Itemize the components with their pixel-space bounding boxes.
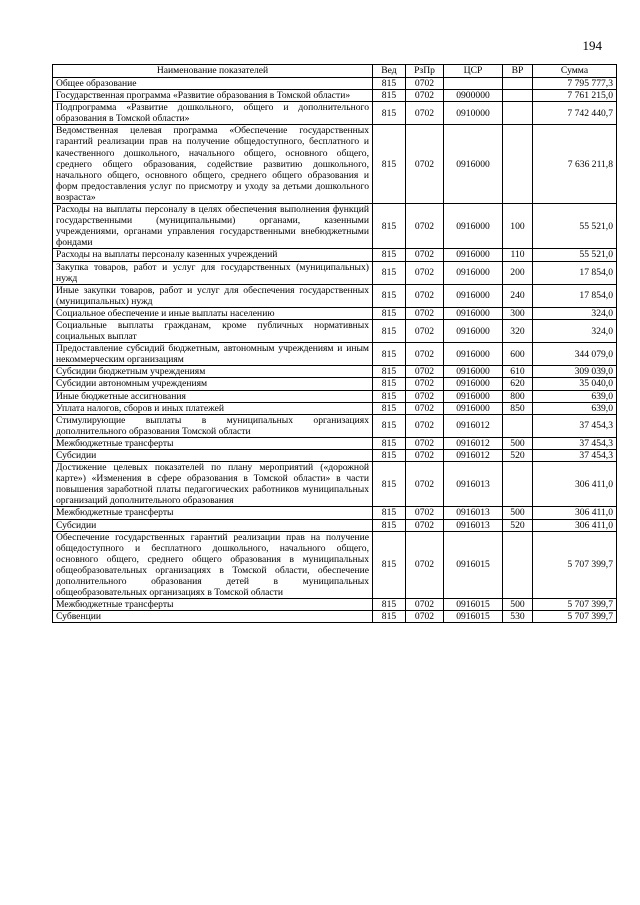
table-row [53,390,617,402]
table-row [53,378,617,390]
cell-csr: 0916012 [444,414,503,437]
cell-vr [503,531,533,599]
cell-rzpr: 0702 [406,204,444,249]
cell-sum: 7 761 215,0 [533,90,617,102]
cell-csr: 0916012 [444,450,503,462]
cell-csr: 0916013 [444,519,503,531]
table-row [53,78,617,90]
cell-ved: 815 [373,249,406,261]
header-ved: Вед [373,65,406,78]
cell-vr: 520 [503,519,533,531]
cell-ved: 815 [373,125,406,204]
cell-rzpr: 0702 [406,78,444,90]
cell-vr: 520 [503,450,533,462]
cell-ved: 815 [373,507,406,519]
header-rzpr: РзПр [406,65,444,78]
cell-vr: 240 [503,284,533,307]
cell-name: Межбюджетные трансферты [53,599,373,611]
cell-rzpr: 0702 [406,378,444,390]
cell-csr: 0916012 [444,437,503,449]
cell-sum: 639,0 [533,390,617,402]
table-row [53,204,617,249]
cell-rzpr: 0702 [406,402,444,414]
cell-csr: 0916000 [444,307,503,319]
cell-csr: 0916000 [444,261,503,284]
cell-rzpr: 0702 [406,307,444,319]
cell-csr: 0916000 [444,319,503,342]
table-row [53,249,617,261]
cell-name: Субсидии автономным учреждениям [53,378,373,390]
cell-rzpr: 0702 [406,102,444,125]
cell-csr: 0900000 [444,90,503,102]
table-row [53,414,617,437]
cell-rzpr: 0702 [406,249,444,261]
table-row [53,343,617,366]
table-row [53,531,617,599]
cell-ved: 815 [373,343,406,366]
cell-ved: 815 [373,519,406,531]
table-row [53,507,617,519]
cell-csr: 0916013 [444,462,503,507]
cell-name: Стимулирующие выплаты в муниципальных организациях дополнительного образования Томской области [53,414,373,437]
cell-rzpr: 0702 [406,284,444,307]
cell-rzpr: 0702 [406,531,444,599]
cell-ved: 815 [373,90,406,102]
cell-name: Государственная программа «Развитие образования в Томской области» [53,90,373,102]
table-row [53,90,617,102]
header-name: Наименование показателей [53,65,373,78]
cell-sum: 37 454,3 [533,414,617,437]
table-row [53,307,617,319]
cell-vr [503,90,533,102]
cell-sum: 37 454,3 [533,437,617,449]
cell-rzpr: 0702 [406,611,444,623]
cell-rzpr: 0702 [406,261,444,284]
cell-name: Закупка товаров, работ и услуг для государственных (муниципальных) нужд [53,261,373,284]
table-row [53,125,617,204]
cell-sum: 35 040,0 [533,378,617,390]
cell-name: Субсидии бюджетным учреждениям [53,366,373,378]
cell-rzpr: 0702 [406,125,444,204]
header-sum: Сумма [533,65,617,78]
cell-name: Социальное обеспечение и иные выплаты населению [53,307,373,319]
cell-sum: 344 079,0 [533,343,617,366]
cell-ved: 815 [373,611,406,623]
cell-csr: 0916000 [444,390,503,402]
cell-vr: 300 [503,307,533,319]
cell-name: Предоставление субсидий бюджетным, автономным учреждениям и иным некоммерческим организациям [53,343,373,366]
cell-rzpr: 0702 [406,599,444,611]
cell-sum: 324,0 [533,307,617,319]
cell-name: Обеспечение государственных гарантий реализации прав на получение общедоступного и бесплатного дошкольного, начального общего, основного общего, среднего общего образования в муниципальных общеобразовательных организациях в Томской области, обеспечение дополнительного образования детей в муниципальных общеобразовательных организациях в Томской области [53,531,373,599]
cell-name: Субсидии [53,450,373,462]
cell-ved: 815 [373,462,406,507]
cell-name: Достижение целевых показателей по плану мероприятий («дорожной карте») «Изменения в сфере образования в Томской области» в части повышения заработной платы педагогических работников муниципальных организаций дополнительного образования [53,462,373,507]
cell-name: Расходы на выплаты персоналу в целях обеспечения выполнения функций государственными (муниципальными) органами, казенными учреждениями, органами управления государственными внебюджетными фондами [53,204,373,249]
cell-vr: 850 [503,402,533,414]
cell-ved: 815 [373,284,406,307]
cell-csr [444,78,503,90]
cell-vr: 800 [503,390,533,402]
header-vr: ВР [503,65,533,78]
cell-sum: 306 411,0 [533,519,617,531]
cell-name: Межбюджетные трансферты [53,507,373,519]
cell-sum: 7 742 440,7 [533,102,617,125]
table-row [53,599,617,611]
cell-ved: 815 [373,390,406,402]
cell-csr: 0916000 [444,343,503,366]
cell-name: Уплата налогов, сборов и иных платежей [53,402,373,414]
cell-csr: 0916000 [444,204,503,249]
cell-rzpr: 0702 [406,319,444,342]
cell-ved: 815 [373,102,406,125]
table-row [53,402,617,414]
cell-vr [503,102,533,125]
cell-vr: 500 [503,437,533,449]
cell-vr: 320 [503,319,533,342]
cell-sum: 306 411,0 [533,507,617,519]
table-row [53,462,617,507]
cell-sum: 5 707 399,7 [533,611,617,623]
cell-sum: 7 795 777,3 [533,78,617,90]
table-row [53,437,617,449]
table-row [53,319,617,342]
cell-sum: 639,0 [533,402,617,414]
cell-rzpr: 0702 [406,90,444,102]
cell-name: Социальные выплаты гражданам, кроме публичных нормативных социальных выплат [53,319,373,342]
cell-ved: 815 [373,378,406,390]
table-row [53,261,617,284]
cell-rzpr: 0702 [406,507,444,519]
cell-ved: 815 [373,261,406,284]
cell-csr: 0910000 [444,102,503,125]
table-row [53,366,617,378]
table-row [53,519,617,531]
cell-sum: 306 411,0 [533,462,617,507]
cell-ved: 815 [373,599,406,611]
table-row [53,284,617,307]
cell-ved: 815 [373,78,406,90]
cell-vr: 600 [503,343,533,366]
cell-name: Расходы на выплаты персоналу казенных учреждений [53,249,373,261]
cell-sum: 5 707 399,7 [533,599,617,611]
cell-name: Иные бюджетные ассигнования [53,390,373,402]
cell-csr: 0916015 [444,599,503,611]
cell-ved: 815 [373,437,406,449]
table-header [53,65,617,78]
cell-rzpr: 0702 [406,450,444,462]
cell-sum: 5 707 399,7 [533,531,617,599]
cell-vr [503,125,533,204]
cell-ved: 815 [373,307,406,319]
cell-rzpr: 0702 [406,519,444,531]
cell-name: Субвенции [53,611,373,623]
cell-rzpr: 0702 [406,462,444,507]
cell-csr: 0916015 [444,531,503,599]
cell-name: Субсидии [53,519,373,531]
header-row [53,65,617,78]
cell-rzpr: 0702 [406,390,444,402]
cell-vr: 110 [503,249,533,261]
cell-rzpr: 0702 [406,437,444,449]
cell-vr [503,414,533,437]
cell-ved: 815 [373,531,406,599]
cell-name: Межбюджетные трансферты [53,437,373,449]
table-body [53,78,617,623]
cell-ved: 815 [373,204,406,249]
cell-csr: 0916015 [444,611,503,623]
cell-rzpr: 0702 [406,414,444,437]
cell-vr: 100 [503,204,533,249]
cell-vr: 620 [503,378,533,390]
cell-ved: 815 [373,402,406,414]
cell-sum: 17 854,0 [533,261,617,284]
cell-vr [503,78,533,90]
cell-ved: 815 [373,414,406,437]
cell-rzpr: 0702 [406,366,444,378]
cell-vr [503,462,533,507]
cell-sum: 55 521,0 [533,249,617,261]
cell-csr: 0916000 [444,125,503,204]
cell-csr: 0916000 [444,366,503,378]
table-row [53,450,617,462]
table-row [53,611,617,623]
cell-csr: 0916000 [444,378,503,390]
cell-rzpr: 0702 [406,343,444,366]
cell-vr: 530 [503,611,533,623]
cell-vr: 500 [503,599,533,611]
cell-csr: 0916013 [444,507,503,519]
cell-name: Ведомственная целевая программа «Обеспечение государственных гарантий реализации прав на получение общедоступного, бесплатного и качественного дошкольного, начального общего, основного общего, среднего общего образования, содействие развитию дошкольного, начального общего, основного общего, среднего общего образования и форм предоставления услуг по присмотру и уходу за детьми дошкольного возраста» [53,125,373,204]
cell-vr: 500 [503,507,533,519]
cell-csr: 0916000 [444,402,503,414]
cell-sum: 7 636 211,8 [533,125,617,204]
header-csr: ЦСР [444,65,503,78]
cell-sum: 17 854,0 [533,284,617,307]
table-row [53,102,617,125]
page-number: 194 [582,38,602,53]
cell-ved: 815 [373,450,406,462]
cell-sum: 324,0 [533,319,617,342]
cell-sum: 37 454,3 [533,450,617,462]
cell-sum: 55 521,0 [533,204,617,249]
budget-table [52,64,617,623]
cell-sum: 309 039,0 [533,366,617,378]
cell-csr: 0916000 [444,284,503,307]
cell-name: Подпрограмма «Развитие дошкольного, общего и дополнительного образования в Томской области» [53,102,373,125]
cell-name: Иные закупки товаров, работ и услуг для обеспечения государственных (муниципальных) нужд [53,284,373,307]
cell-vr: 610 [503,366,533,378]
cell-vr: 200 [503,261,533,284]
cell-name: Общее образование [53,78,373,90]
cell-ved: 815 [373,366,406,378]
cell-ved: 815 [373,319,406,342]
cell-csr: 0916000 [444,249,503,261]
